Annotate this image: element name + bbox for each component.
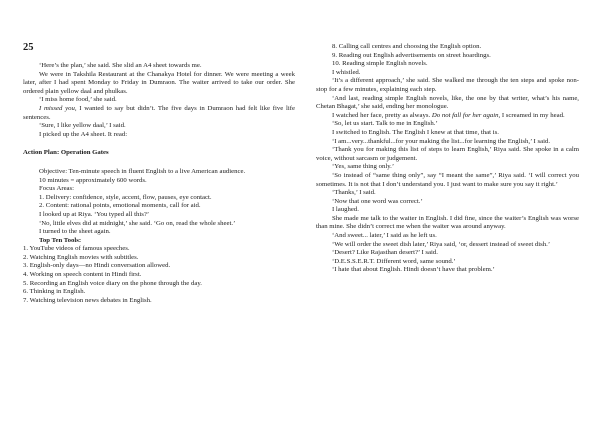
tool-item: 9. Reading out English advertisements on street hoardings. [332,51,491,59]
paragraph: ‘And sweet... later,’ I said as he left us. [332,232,437,240]
paragraph: She made me talk to the waiter in English. I did fine, since the waiter’s English was worse than mine. She didn’t correct me when the waiter was around anyway. [316,214,579,231]
paragraph: ‘I hate that about English. Hindi doesn’t have that problem.’ [332,266,495,274]
focus-item: 2. Content: rational points, emotional moments, call for aid. [39,202,201,210]
paragraph: ‘I miss home food,’ she said. [39,96,117,104]
paragraph-text: , I screamed in my head. [498,111,565,119]
paragraph: I looked up at Riya. ‘You typed all this?’ [39,210,150,218]
paragraph: ‘And last, reading simple English novels, like, the one by that writer, what’s his name, Chetan Bhagat,’ she said, ending her monologue. [316,94,579,111]
tool-item: 1. YouTube videos of famous speeches. [23,245,130,253]
paragraph: ‘So instead of “same thing only”, say “I meant the same”,’ Riya said. ‘I will correct you sometimes. It is not that I don’t understand you. I just want to make sure you say it right.’ [316,171,579,188]
tool-item: 4. Working on speech content in Hindi first. [23,271,142,279]
paragraph: ‘Desert? Like Rajasthan desert?’ I said. [332,249,438,257]
tool-item: 6. Thinking in English. [23,288,86,296]
focus-areas-label: Focus Areas: [39,185,75,193]
paragraph: I turned to the sheet again. [39,228,111,236]
page-number: 25 [23,42,34,53]
left-body [23,62,295,305]
tool-item: 10. Reading simple English novels. [332,60,428,68]
paragraph: I whistled. [332,68,361,76]
paragraph: I laughed. [332,206,359,214]
paragraph: ‘Sure, I like yellow daal,’ I said. [39,122,126,130]
paragraph: ‘It’s a different approach,’ she said. She walked me through the ten steps and spoke non-stop for a few minutes, explaining each step. [316,77,579,93]
paragraph: ‘Now that one word was correct.’ [332,197,423,205]
tool-item: 7. Watching television news debates in English. [23,296,152,304]
tools-heading: Top Ten Tools: [39,236,82,244]
objective: Objective: Ten-minute speech in fluent English to a live American audience. [39,167,246,175]
paragraph: I switched to English. The English I knew at that time, that is. [332,128,499,136]
paragraph [23,105,295,122]
italic-thought: I missed you, [39,104,77,112]
paragraph [316,112,579,121]
right-body [316,43,579,275]
paragraph: ‘D.E.S.S.E.R.T. Different word, same sound.’ [332,257,456,265]
paragraph: I picked up the A4 sheet. It read: [39,130,128,138]
paragraph: ‘No, little elves did at midnight,’ she said. ‘Go on, read the whole sheet.’ [39,219,236,227]
tool-item: 2. Watching English movies with subtitles. [23,253,139,261]
paragraph: ‘I am...very...thankful...for your making the list...for learning the English,’ I said. [332,137,551,145]
paragraph-text: I wanted to say but didn’t. The five days in Dumraon had felt like five life sentences. [23,104,296,121]
tool-item: 5. Recording an English voice diary on the phone through the day. [23,279,202,287]
paragraph: ‘Thanks,’ I said. [332,189,376,197]
paragraph-text: I watched her face, pretty as always. [332,111,432,119]
italic-thought: Do not fall for her again [431,111,499,119]
section-heading: Action Plan: Operation Gates [23,149,109,157]
paragraph: ‘So, let us start. Talk to me in English.’ [332,120,438,128]
paragraph: ‘We will order the sweet dish later,’ Riya said, ‘or, dessert instead of sweet dish.’ [332,240,551,248]
focus-item: 1. Delivery: confidence, style, accent, flow, pauses, eye contact. [39,193,212,201]
paragraph: ‘Yes, same thing only.’ [332,163,395,171]
paragraph: We were in Takshila Restaurant at the Chanakya Hotel for dinner. We were meeting a week later, after I had spent Monday to Friday in Dumraon. The waiter arrived to take our order. She ordered plain yellow daal and phulkas. [23,70,295,95]
tool-item: 3. English-only days—no Hindi conversation allowed. [23,262,171,270]
paragraph: ‘Here’s the plan,’ she said. She slid an A4 sheet towards me. [39,62,202,69]
paragraph: ‘Thank you for making this list of steps to learn English,’ Riya said. She spoke in a calm voice, without sarcasm or judgement. [316,146,579,162]
tool-item: 8. Calling call centres and choosing the English option. [332,43,482,50]
word-count: 10 minutes = approximately 600 words. [39,176,147,184]
